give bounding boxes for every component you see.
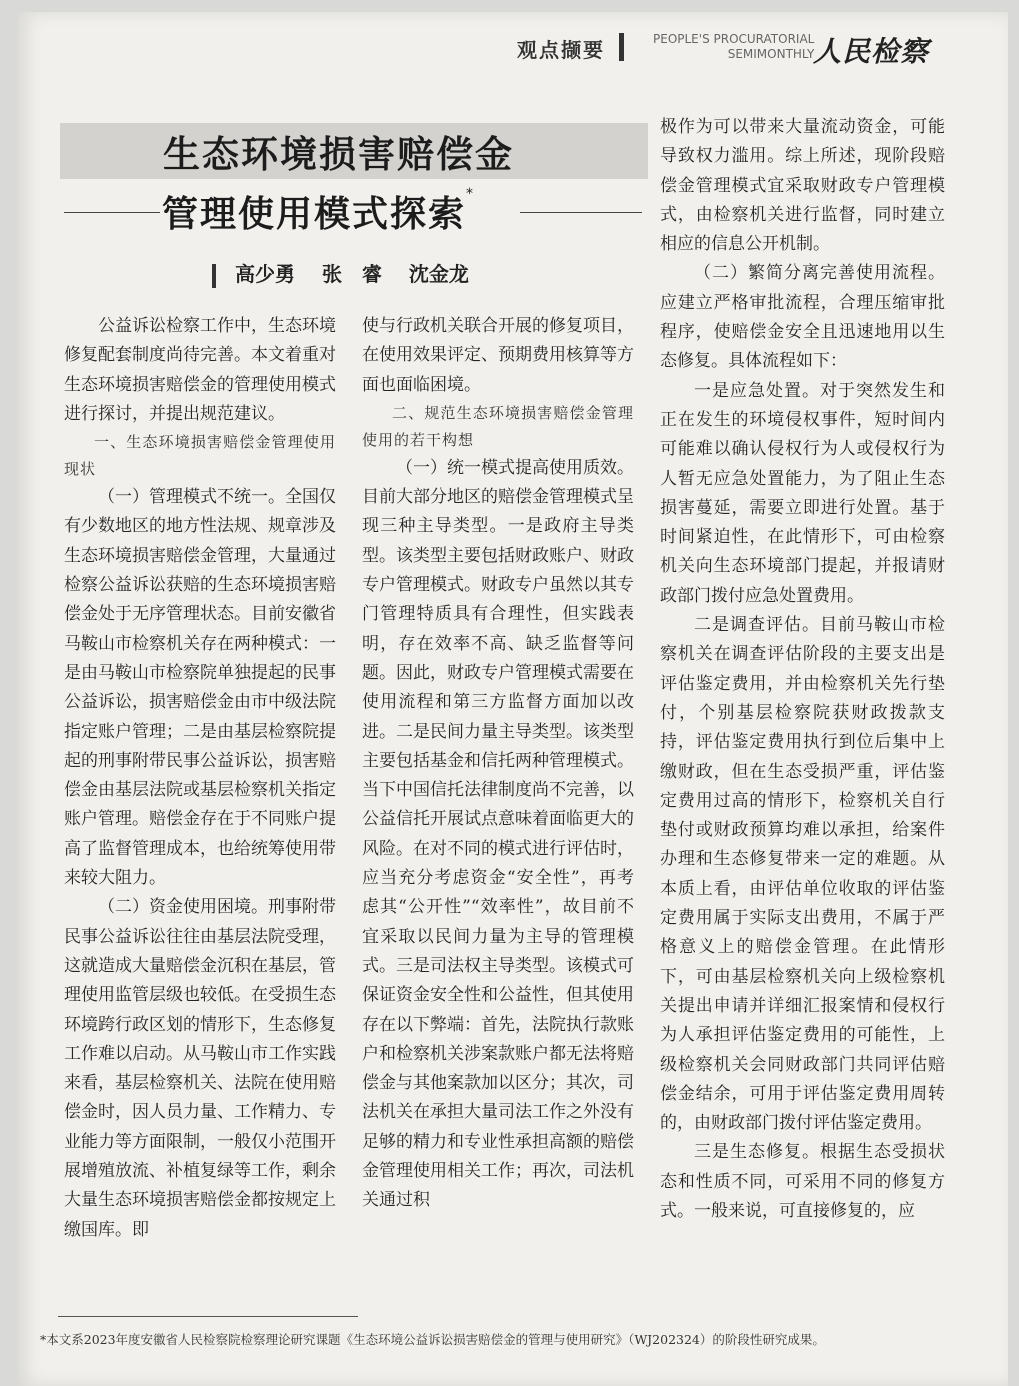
author-name: 高少勇 <box>234 262 295 286</box>
author-marker <box>212 264 216 288</box>
body-paragraph: （一）统一模式提高使用质效。目前大部分地区的赔偿金管理模式呈现三种主导类型。一是政府主导类型。该类型主要包括财政账户、财政专户管理模式。财政专户虽然以其专门管理特质具有合理性，但实践表明，存在效率不高、缺乏监督等问题。因此，财政专户管理模式需要在使用流程和第三方监督方面加以改进。二是民间力量主导类型。该类型主要包括基金和信托两种管理模式。当下中国信托法律制度尚不完善，以公益信托开展试点意味着面临更大的风险。在对不同的模式进行评估时，应当充分考虑资金“安全性”，再考虑其“公开性”“效率性”，故目前不宜采取以民间力量为主导的管理模式。三是司法权主导类型。该模式可保证资金安全性和公益性，但其使用存在以下弊端：首先，法院执行款账户和检察机关涉案款账户都无法将赔偿金与其他案款加以区分；其次，司法机关在承担大量司法工作之外没有足够的精力和专业性承担高额的赔偿金管理使用相关工作；再次，司法机关通过积 <box>362 457 634 1211</box>
title-footnote-mark: * <box>466 186 476 202</box>
header-divider <box>619 33 624 61</box>
body-paragraph: 极作为可以带来大量流动资金，可能导致权力滥用。综上所述，现阶段赔偿金管理模式宜采取财政专户管理模式，由检察机关进行监督，同时建立相应的信息公开机制。 <box>660 117 945 255</box>
body-column-3 <box>660 113 945 1226</box>
section-heading: 一、生态环境损害赔偿金管理使用现状 <box>64 433 336 479</box>
title-rule-left <box>64 212 160 213</box>
running-header <box>485 30 955 70</box>
footnote: *本文系2023年度安徽省人民检察院检察理论研究课题《生态环境公益诉讼损害赔偿金的管理与使用研究》（WJ202324）的阶段性研究成果。 <box>40 1332 825 1347</box>
body-paragraph: 二是调查评估。目前马鞍山市检察机关在调查评估阶段的主要支出是评估鉴定费用，并由检察机关先行垫付，个别基层检察院获财政拨款支持，评估鉴定费用执行到位后集中上缴财政，但在生态受损严重，评估鉴定费用过高的情形下，检察机关自行垫付或财政预算均难以承担，给案件办理和生态修复带来一定的难题。从本质上看，由评估单位收取的评估鉴定费用属于实际支出费用，不属于严格意义上的赔偿金管理。在此情形下，可由基层检察机关向上级检察机关提出申请并详细汇报案情和侵权行为人承担评估鉴定费用的可能性，上级检察机关会同财政部门共同评估赔偿金结余，可用于评估鉴定费用周转的，由财政部门拨付评估鉴定费用。 <box>660 615 945 1134</box>
body-paragraph: 三是生态修复。根据生态受损状态和性质不同，可采用不同的修复方式。一般来说，可直接修复的，应 <box>660 1142 945 1221</box>
footnote-rule <box>58 1316 358 1317</box>
body-paragraph: 一是应急处置。对于突然发生和正在发生的环境侵权事件，短时间内可能难以确认侵权行为人或侵权行为人暂无应急处置能力，为了阻止生态损害蔓延，需要立即进行处置。基于时间紧迫性，在此情形下，可由检察机关向生态环境部门提起，并报请财政部门拨付应急处置费用。 <box>660 380 945 606</box>
body-paragraph: 公益诉讼检察工作中，生态环境修复配套制度尚待完善。本文着重对生态环境损害赔偿金的管理使用模式进行探讨，并提出规范建议。 <box>64 316 336 424</box>
body-paragraph: （二）资金使用困境。刑事附带民事公益诉讼往往由基层法院受理，这就造成大量赔偿金沉积在基层，管理使用监管层级也较低。在受损生态环境跨行政区划的情形下，生态修复工作难以启动。从马鞍山市工作实践来看，基层检察机关、法院在使用赔偿金时，因人员力量、工作精力、专业能力等方面限制，一般仅小范围开展增殖放流、补植复绿等工作，剩余大量生态环境损害赔偿金都按规定上缴国库。即 <box>64 897 336 1240</box>
body-paragraph: 使与行政机关联合开展的修复项目，在使用效果评定、预期费用核算等方面也面临困境。 <box>362 316 634 395</box>
author-name: 张 睿 <box>321 262 382 286</box>
section-heading: 二、规范生态环境损害赔偿金管理使用的若干构想 <box>362 403 634 449</box>
section-label: 观点撷要 <box>517 38 605 62</box>
author-name: 沈金龙 <box>408 262 469 286</box>
body-column-1 <box>64 312 336 1245</box>
magazine-english-name: PEOPLE'S PROCURATORIAL SEMIMONTHLY <box>653 32 815 61</box>
title-rule-right <box>520 212 642 213</box>
article-title-line1: 生态环境损害赔偿金 <box>163 133 514 176</box>
article-title-line2: 管理使用模式探索* <box>162 186 476 235</box>
magazine-logo: 人民检察 <box>813 35 930 68</box>
body-column-2 <box>362 312 634 1216</box>
author-line <box>212 258 489 288</box>
body-paragraph: （一）管理模式不统一。全国仅有少数地区的地方性法规、规章涉及生态环境损害赔偿金管理，大量通过检察公益诉讼获赔的生态环境损害赔偿金处于无序管理状态。目前安徽省马鞍山市检察机关存在两种模式：一是由马鞍山市检察院单独提起的民事公益诉讼，损害赔偿金由市中级法院指定账户管理；二是由基层检察院提起的刑事附带民事公益诉讼，损害赔偿金由基层法院或基层检察机关指定账户管理。赔偿金存在于不同账户提高了监督管理成本，也给统筹使用带来较大阻力。 <box>64 487 336 889</box>
body-paragraph: （二）繁简分离完善使用流程。应建立严格审批流程，合理压缩审批程序，使赔偿金安全且迅速地用以生态修复。具体流程如下： <box>660 263 945 372</box>
